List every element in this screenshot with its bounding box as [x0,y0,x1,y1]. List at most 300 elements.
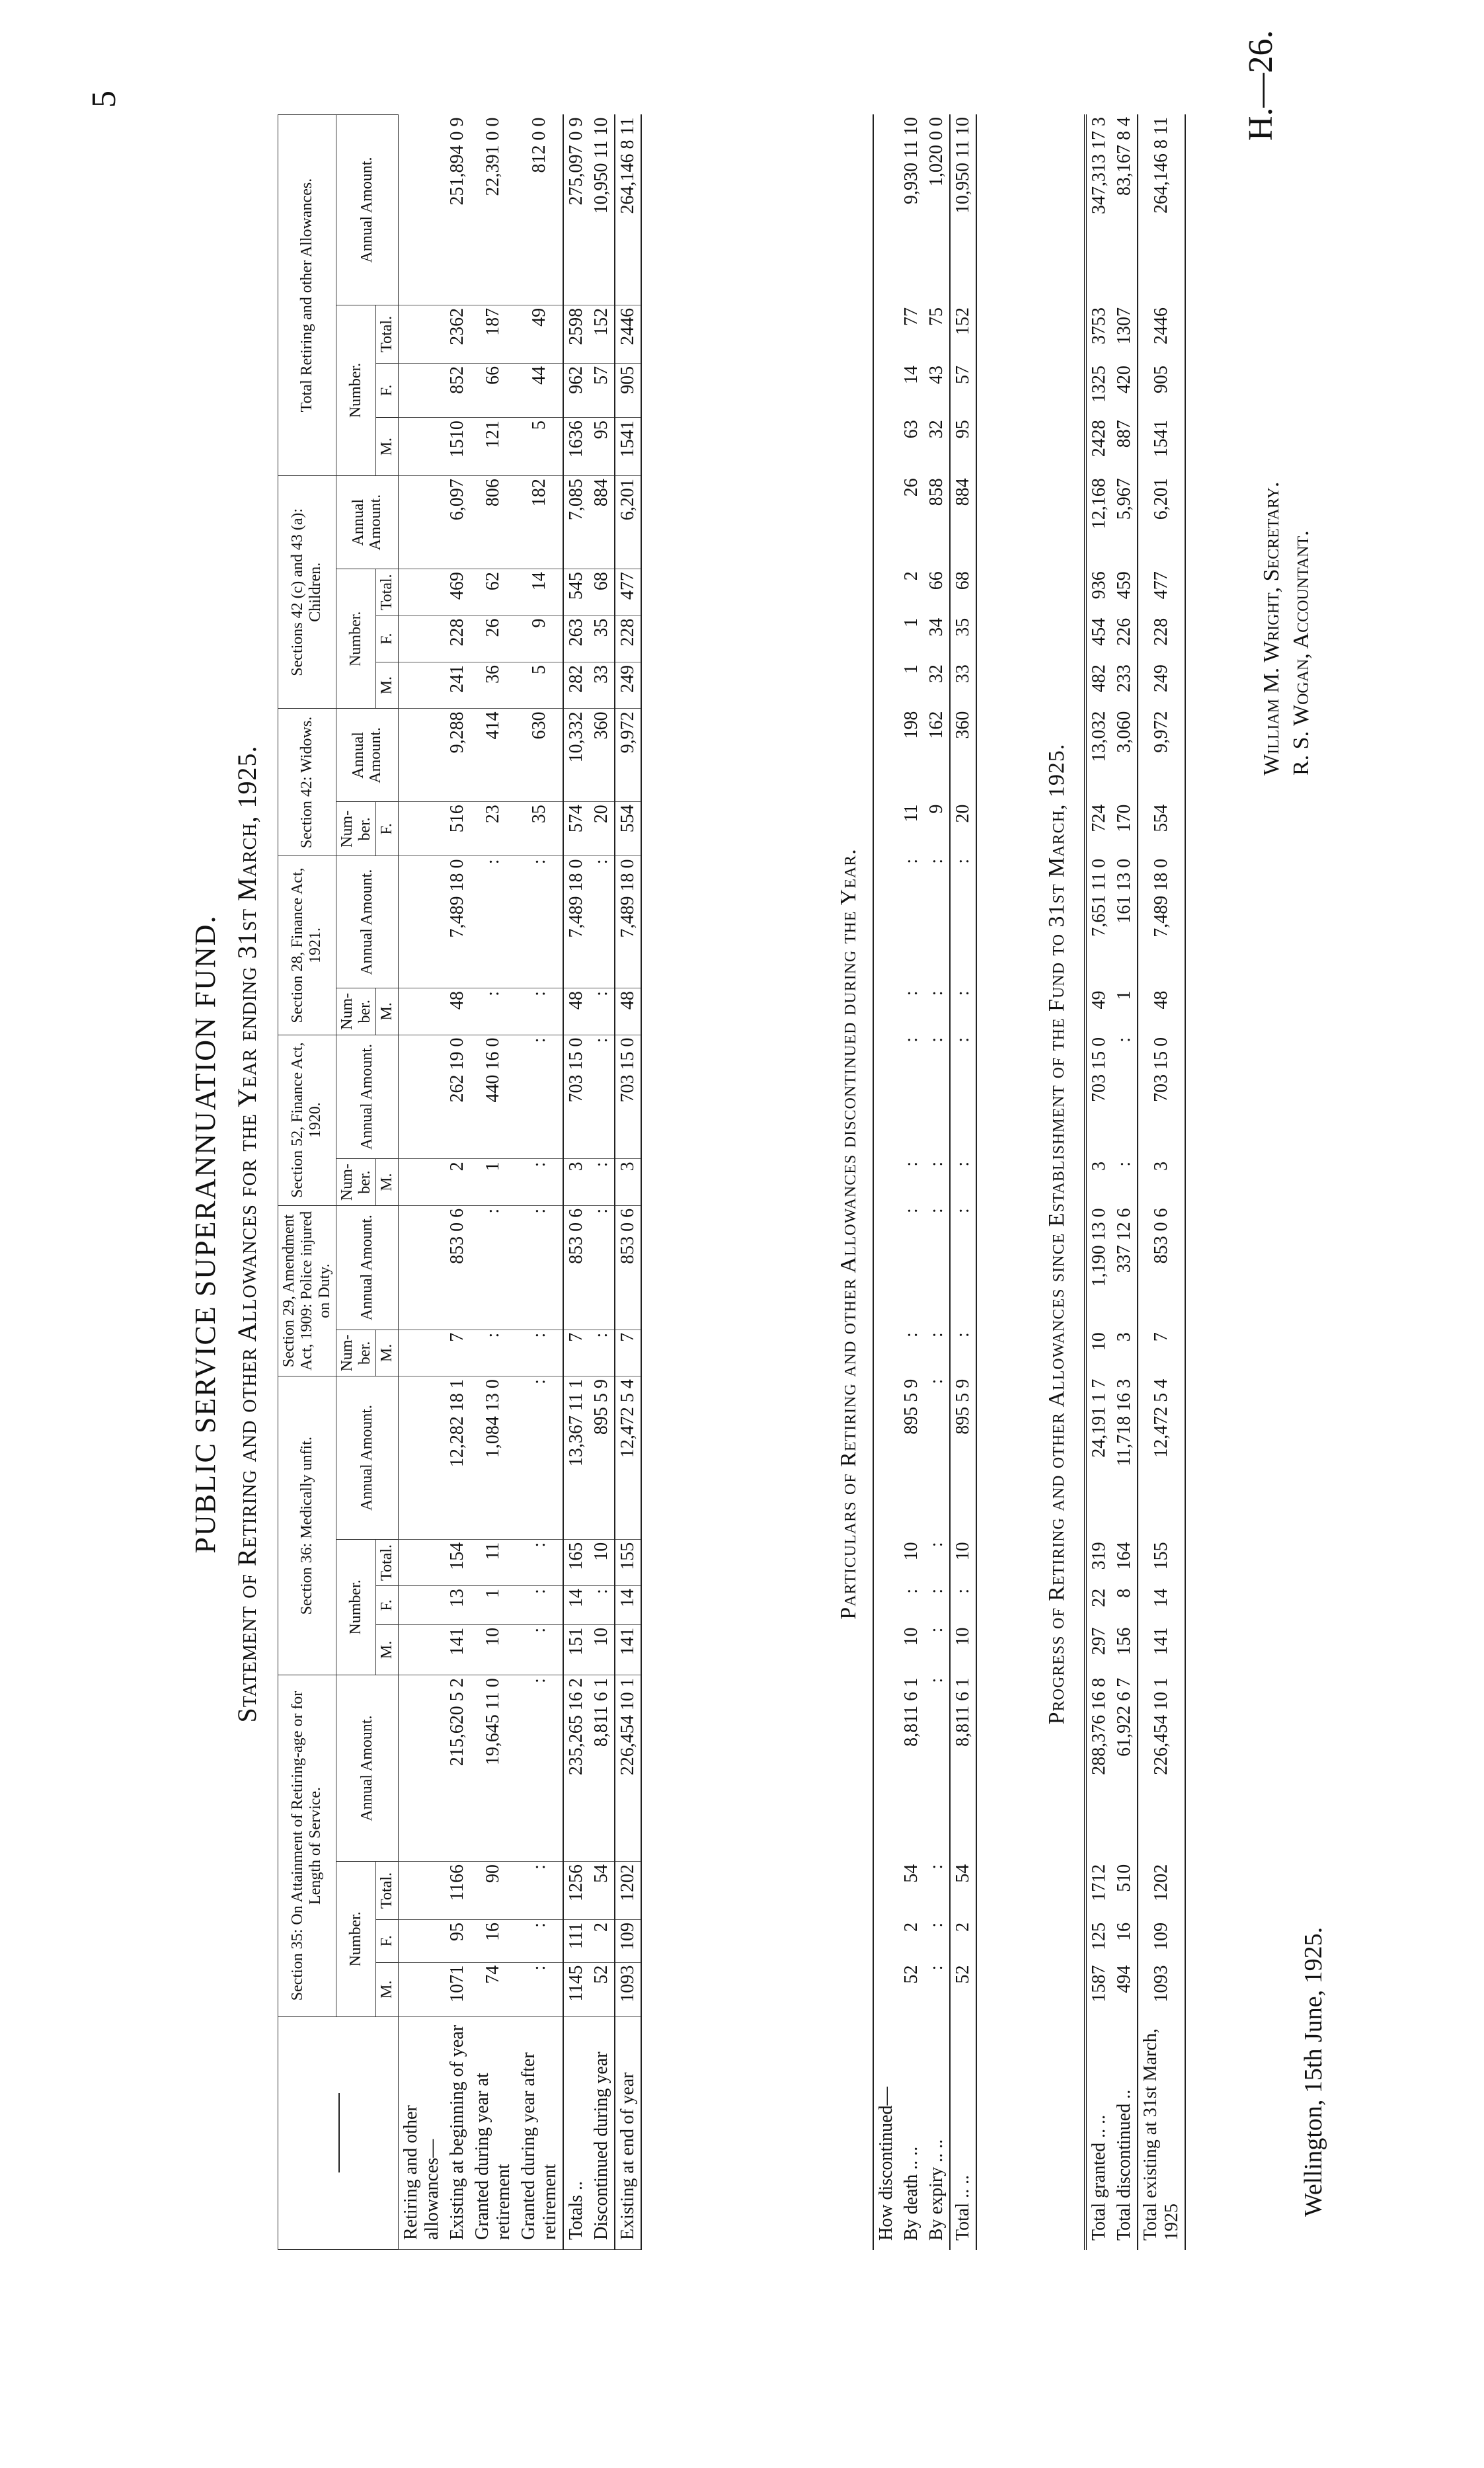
table-cell: : [950,1330,976,1376]
discontinued-body [873,114,976,2250]
table-cell: 14 [901,366,921,385]
table-cell: 1 [1114,990,1134,1000]
table-cell: 3 [563,1159,589,1205]
table-cell: : [589,1159,615,1205]
table-cell: : [950,988,976,1034]
table-cell: 1510 [445,418,470,476]
f-header: F. [376,1920,399,1963]
table-cell: 282 [563,662,589,708]
table-cell: 853 0 6 [563,1205,589,1330]
table-cell: : [589,1205,615,1330]
table-cell: : [950,1159,976,1205]
discontinued-title: Particulars of Retiring and other Allowances discontinued during the Year. [836,848,861,1620]
row-label: Discontinued during year [589,2016,615,2249]
table-cell: 516 [445,802,470,856]
table-cell [873,569,899,615]
table-cell [873,1159,899,1205]
annual-amount-header: Annual Amount. [336,709,399,802]
table-cell: : [470,856,516,988]
table-cell [399,856,446,988]
table-cell: 264,146 8 11 [1138,114,1185,305]
table-cell: 887 [1114,420,1134,448]
table-cell [399,802,446,856]
m-header: M. [376,1159,399,1205]
number-header: Number. [336,305,376,475]
table-cell: : [901,990,921,996]
table-cell: 8,811 6 1 [950,1675,976,1862]
group-header-row [278,115,336,2250]
table-cell: 275,097 0 9 [563,115,589,305]
table-cell: 905 [615,363,641,417]
table-cell: 812 0 0 [516,115,563,305]
table-cell [399,1205,446,1330]
table-cell: 7,489 18 0 [615,856,641,988]
table-cell: 7 [1138,1330,1185,1376]
table-cell: 895 5 9 [950,1376,976,1540]
table-cell: 57 [950,363,976,417]
table-cell: 7 [445,1330,470,1376]
table-cell [399,569,446,616]
table-cell [399,616,446,662]
table-cell: 1636 [563,418,589,476]
table-row [589,115,615,2250]
table-cell: 1325 [1085,363,1112,417]
table-cell: : [926,1037,947,1043]
table-cell: 170 [1114,804,1134,832]
table-cell: 6,097 [445,476,470,569]
table-cell: 228 [615,616,641,662]
table-cell: 75 [926,307,947,326]
table-cell: 111 [563,1920,589,1963]
table-cell: 16 [1114,1922,1134,1941]
table-cell: 68 [589,569,615,616]
table-cell: : [516,1861,563,1919]
f-header: F. [376,363,399,417]
table-cell: 10 [589,1624,615,1675]
table-cell: 125 [1085,1920,1112,1963]
table-cell: 14 [1138,1586,1185,1625]
table-cell [873,1205,899,1330]
table-cell: 156 [1114,1627,1134,1655]
table-cell: 703 15 0 [563,1035,589,1159]
table-cell: 164 [1114,1542,1134,1570]
table-cell: 10 [470,1624,516,1675]
table-cell: 48 [615,988,641,1035]
table-cell [873,1862,899,1920]
table-cell: 414 [470,709,516,802]
total-header: Total. [376,305,399,363]
table-cell: 54 [589,1861,615,1919]
table-cell: 1587 [1085,1962,1112,2016]
table-row [924,114,950,2250]
table-cell: 48 [1138,988,1185,1034]
table-cell: 151 [563,1624,589,1675]
table-cell: 141 [1138,1625,1185,1675]
total-header: Total. [376,1861,399,1919]
table-cell: 241 [445,662,470,708]
annual-amount-header: Annual Amount. [336,856,399,988]
table-cell: 6,201 [1138,475,1185,569]
mf-header-row [376,115,399,2250]
table-cell: 630 [516,709,563,802]
table-cell: 54 [950,1862,976,1920]
table-cell: : [901,858,921,864]
table-cell: : [470,988,516,1035]
table-cell: 264,146 8 11 [615,115,641,305]
table-cell [399,662,446,708]
table-cell: : [901,1037,921,1043]
table-cell: 90 [470,1861,516,1919]
table-cell: 895 5 9 [901,1378,921,1435]
table-cell: 895 5 9 [589,1376,615,1540]
table-cell: 12,168 [1085,475,1112,569]
table-cell: : [926,1588,947,1594]
table-cell [399,1159,446,1205]
table-cell [399,1330,446,1376]
table-cell: 5,967 [1114,478,1134,520]
table-cell: 226,454 10 1 [1138,1675,1185,1862]
table-cell: : [589,856,615,988]
group-header: Sections 42 (c) and 43 (a): Children. [278,476,336,709]
table-cell: 360 [589,709,615,802]
table-cell: 48 [563,988,589,1035]
table-cell: : [470,1205,516,1330]
table-cell [873,1962,899,2016]
table-cell: 66 [926,571,947,590]
table-cell: 3 [1114,1332,1134,1342]
table-cell: 9,288 [445,709,470,802]
table-cell: 13 [445,1586,470,1625]
table-cell: : [516,1376,563,1540]
table-cell: 554 [615,802,641,856]
table-cell: 14 [563,1586,589,1625]
table-cell: 2 [901,1922,921,1932]
table-cell: 95 [589,418,615,476]
table-cell [399,1035,446,1159]
table-cell: 12,472 5 4 [1138,1376,1185,1540]
table-cell: 1202 [1138,1862,1185,1920]
m-header: M. [376,1330,399,1376]
table-cell: 24,191 1 7 [1085,1376,1112,1540]
table-cell: 1,190 13 0 [1085,1205,1112,1330]
table-cell: 936 [1085,569,1112,615]
table-cell: 83,167 8 4 [1114,117,1134,196]
table-cell: 33 [589,662,615,708]
table-row [470,115,516,2250]
table-cell: 152 [950,305,976,363]
row-label: Granted during year at retirement [470,2016,516,2249]
table-cell: 884 [950,475,976,569]
table-cell: 7 [615,1330,641,1376]
group-header: Section 52, Finance Act, 1920. [278,1035,336,1205]
table-cell: 477 [615,569,641,616]
table-cell: 3 [1085,1159,1112,1205]
group-header: Section 35: On Attainment of Retiring-age or for Length of Service. [278,1675,336,2017]
table-cell [873,662,899,708]
table-cell: 337 12 6 [1114,1208,1134,1273]
table-cell: 1,084 13 0 [470,1376,516,1540]
annual-amount-header: Annual Amount. [336,115,399,305]
table-cell: 2446 [615,305,641,363]
table-cell: : [926,1208,947,1214]
table-cell: 26 [470,616,516,662]
table-cell: 5 [516,418,563,476]
table-cell: 52 [950,1962,976,2016]
table-cell: : [516,1159,563,1205]
table-cell: 235,265 16 2 [563,1675,589,1862]
table-cell: 469 [445,569,470,616]
table-cell: 32 [926,420,947,439]
table-cell: 9,972 [615,709,641,802]
table-cell: 54 [901,1864,921,1883]
table-cell: 7,651 11 0 [1085,856,1112,988]
table-cell: 494 [1114,1965,1134,1993]
table-cell: 319 [1085,1539,1112,1585]
table-cell: 10 [901,1542,921,1561]
table-cell: 33 [950,662,976,708]
table-cell: : [516,1539,563,1585]
table-cell: 49 [1085,988,1112,1034]
table-cell: 297 [1085,1625,1112,1675]
table-cell: 3,060 [1114,711,1134,753]
table-cell: 288,376 16 8 [1085,1675,1112,1862]
table-cell: 347,313 17 3 [1085,114,1112,305]
row-label: How discontinued— [873,2017,899,2250]
table-cell: 3753 [1085,305,1112,363]
table-cell [399,476,446,569]
table-cell: : [950,1205,976,1330]
number-header: Number. [336,569,376,709]
table-cell: 853 0 6 [445,1205,470,1330]
table-cell: 3 [1138,1159,1185,1205]
table-cell: 7,085 [563,476,589,569]
document-code: H.—26. [1242,30,1280,141]
table-row [1085,114,1112,2250]
table-cell: 884 [589,476,615,569]
table-cell: 14 [615,1586,641,1625]
table-cell: 249 [1138,662,1185,708]
table-row [563,115,589,2250]
table-cell: 34 [926,617,947,637]
table-cell: 703 15 0 [1085,1035,1112,1159]
table-cell: : [470,1330,516,1376]
table-cell: 66 [470,363,516,417]
table-cell: 510 [1114,1864,1134,1892]
table-cell: 226,454 10 1 [615,1675,641,1862]
table-cell [873,856,899,988]
table-cell: 1093 [1138,1962,1185,2016]
table-cell: 121 [470,418,516,476]
table-cell [873,1920,899,1963]
table-cell: : [1114,1037,1134,1043]
table-cell: 7 [563,1330,589,1376]
table-cell: 249 [615,662,641,708]
table-cell: 161 13 0 [1114,858,1134,924]
table-cell [399,1624,446,1675]
table-cell: 262 19 0 [445,1035,470,1159]
table-cell [399,1962,446,2016]
table-cell: : [901,1161,921,1167]
table-cell: 20 [589,802,615,856]
row-label: Existing at beginning of year [445,2016,470,2249]
table-cell: 12,472 5 4 [615,1376,641,1540]
table-cell: : [926,1864,947,1870]
group-header: Section 42: Widows. [278,709,336,856]
table-cell: 2 [901,571,921,581]
table-cell: 482 [1085,662,1112,708]
table-cell: 8 [1114,1588,1134,1598]
annual-amount-header: Annual Amount. [336,1675,399,1862]
table-cell: 155 [615,1539,641,1585]
table-cell: 26 [901,478,921,497]
place-date: Wellington, 15th June, 1925. [1300,1927,1327,2217]
table-cell: : [926,1542,947,1548]
table-cell: 10 [901,1627,921,1646]
signature-accountant: R. S. Wogan, Accountant. [1289,530,1313,776]
table-row [1138,114,1185,2250]
group-header: Section 29, Amendment Act, 1909: Police injured on Duty. [278,1205,336,1376]
table-cell: 52 [901,1965,921,1984]
table-row [873,114,899,2250]
annual-amount-header: Annual Amount. [336,1376,399,1540]
table-cell: 1 [901,664,921,674]
table-cell: : [516,1675,563,1862]
table-cell: 1071 [445,1962,470,2016]
table-cell: 962 [563,363,589,417]
statement-table [278,114,642,2250]
table-cell: : [926,1332,947,1338]
table-cell: 23 [470,802,516,856]
group-header: Section 28, Finance Act, 1921. [278,856,336,1035]
table-cell: 215,620 5 2 [445,1675,470,1862]
row-label: By death .. .. [901,2146,921,2241]
table-cell: 7,489 18 0 [563,856,589,988]
table-cell: 95 [445,1920,470,1963]
group-header: Section 36: Medically unfit. [278,1376,336,1675]
table-cell: 2 [589,1920,615,1963]
table-cell: 10 [1085,1330,1112,1376]
table-cell [873,475,899,569]
table-cell: 11,718 16 3 [1114,1378,1134,1466]
row-label: Total .. .. [950,2017,976,2250]
table-cell: : [926,1161,947,1167]
table-cell: 11 [901,804,921,822]
table-cell: : [516,1205,563,1330]
table-cell [399,1675,446,1862]
row-label: Totals .. [563,2016,589,2249]
number-header: Number. [336,1539,376,1675]
table-cell: 459 [1114,571,1134,600]
table-cell: 10 [950,1625,976,1675]
table-cell: 7,489 18 0 [1138,856,1185,988]
number-header: Num-ber. [336,1159,376,1205]
discontinued-table [873,114,977,2250]
table-cell [399,709,446,802]
table-cell: 182 [516,476,563,569]
m-header: M. [376,1624,399,1675]
table-cell: 10 [950,1539,976,1585]
table-cell: 228 [445,616,470,662]
f-header: F. [376,616,399,662]
table-cell: 152 [589,305,615,363]
row-label: Total existing at 31st March, 1925 [1138,2017,1185,2250]
table-cell: 360 [950,709,976,802]
table-cell: 263 [563,616,589,662]
table-cell [399,418,446,476]
table-cell: 13,032 [1085,709,1112,802]
table-cell: : [589,1330,615,1376]
annual-amount-header: Annual Amount. [336,476,399,569]
annual-amount-header: Annual Amount. [336,1035,399,1159]
fund-title: PUBLIC SERVICE SUPERANNUATION FUND. [189,914,221,1554]
table-cell: : [901,1588,921,1594]
table-cell: 6,201 [615,476,641,569]
row-label: By expiry .. .. [926,2139,947,2241]
table-cell: 2362 [445,305,470,363]
progress-title: Progress of Retiring and other Allowances since Establishment of the Fund to 31st March, 1925. [1044,743,1069,1725]
table-cell: 109 [615,1920,641,1963]
table-cell: 1541 [1138,417,1185,475]
table-cell [873,616,899,662]
table-cell: : [926,1922,947,1928]
table-cell [873,1330,899,1376]
table-row [445,115,470,2250]
table-cell: 703 15 0 [615,1035,641,1159]
table-cell: 724 [1085,802,1112,856]
table-cell: 16 [470,1920,516,1963]
table-cell [873,1675,899,1862]
table-cell: 574 [563,802,589,856]
table-cell [399,363,446,417]
table-cell: 20 [950,802,976,856]
total-header: Total. [376,1539,399,1585]
table-cell: 13,367 11 1 [563,1376,589,1540]
table-cell: 1,020 0 0 [926,117,947,186]
table-cell: : [589,1586,615,1625]
table-cell: 141 [615,1624,641,1675]
table-cell: 49 [516,305,563,363]
table-cell [399,1376,446,1540]
table-cell [399,1920,446,1963]
sub-header-row [336,115,376,2250]
table-cell: 233 [1114,664,1134,693]
table-cell: 1 [901,617,921,627]
row-label: Total discontinued .. [1114,2089,1134,2241]
m-header: M. [376,988,399,1035]
row-label: Retiring and other allowances— [399,2016,446,2249]
table-cell: 2 [445,1159,470,1205]
progress-table [1084,114,1186,2250]
table-cell: : [926,858,947,864]
table-cell: 10,950 11 10 [950,114,976,305]
table-cell: 440 16 0 [470,1035,516,1159]
table-cell: 2428 [1085,417,1112,475]
table-cell: 187 [470,305,516,363]
table-cell: 141 [445,1624,470,1675]
table-cell: 48 [445,988,470,1035]
table-cell: 8,811 6 1 [901,1677,921,1747]
table-cell: 36 [470,662,516,708]
table-cell: 251,894 0 9 [445,115,470,305]
table-cell: 10 [589,1539,615,1585]
table-cell: : [950,856,976,988]
table-cell [399,1861,446,1919]
table-cell: 12,282 18 1 [445,1376,470,1540]
table-cell: 44 [516,363,563,417]
table-cell: 454 [1085,616,1112,662]
table-cell: 198 [901,711,921,739]
table-cell: 852 [445,363,470,417]
